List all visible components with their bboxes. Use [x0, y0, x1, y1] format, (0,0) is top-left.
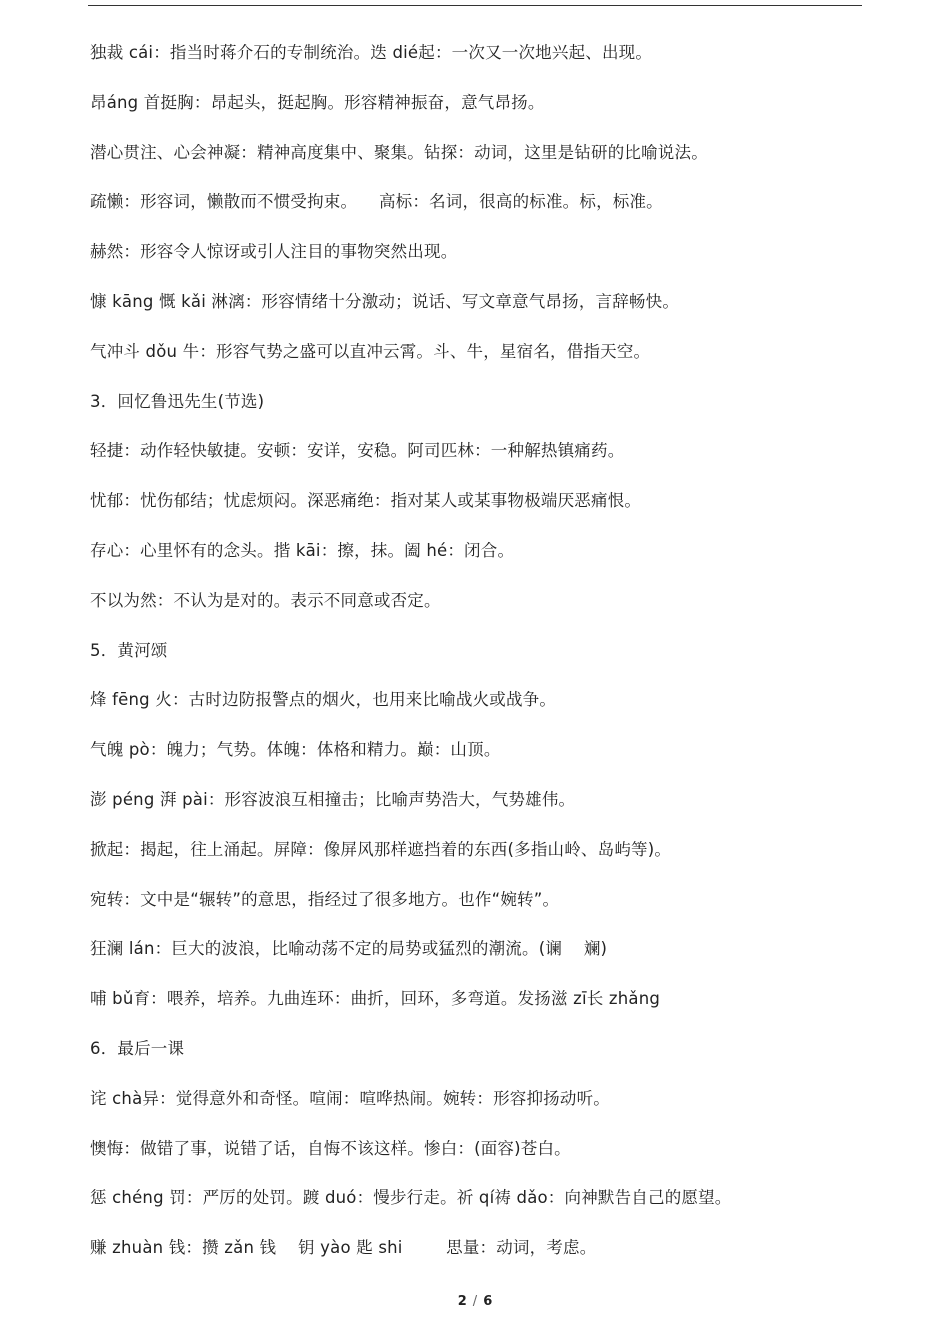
text-line: 昂áng 首挺胸：昂起头，挺起胸。形容精神振奋，意气昂扬。: [90, 92, 545, 112]
text-line: 不以为然：不认为是对的。表示不同意或否定。: [90, 590, 441, 610]
text-line: 慷 kāng 慨 kǎi 淋漓：形容情绪十分激动；说话、写文章意气昂扬，言辞畅快。: [90, 291, 680, 311]
text-line: 掀起：揭起，往上涌起。屏障：像屏风那样遮挡着的东西(多指山岭、岛屿等)。: [90, 839, 672, 859]
document-body: [90, 40, 870, 1285]
text-line: 懊悔：做错了事，说错了话，自悔不该这样。惨白：(面容)苍白。: [90, 1138, 571, 1158]
text-line: 疏懒：形容词，懒散而不惯受拘束。 高标：名词，很高的标准。标，标准。: [90, 192, 663, 212]
text-line: 忧郁：忧伤郁结；忧虑烦闷。深恶痛绝：指对某人或某事物极端厌恶痛恨。: [90, 491, 642, 511]
text-line: 赚 zhuàn 钱：攒 zǎn 钱 钥 yào 匙 shi 思量：动词，考虑。: [90, 1238, 597, 1258]
text-line: 澎 péng 湃 pài：形容波浪互相撞击；比喻声势浩大，气势雄伟。: [90, 789, 576, 809]
text-line: 轻捷：动作轻快敏捷。安顿：安详，安稳。阿司匹林：一种解热镇痛药。: [90, 441, 625, 461]
section-heading: 3．回忆鲁迅先生(节选): [90, 391, 265, 411]
header-rule: [88, 5, 862, 6]
text-line: 哺 bǔ育：喂养，培养。九曲连环：曲折，回环，多弯道。发扬滋 zī长 zhǎng: [90, 989, 661, 1009]
text-line: 惩 chéng 罚：严厉的处罚。踱 duó：慢步行走。祈 qí祷 dǎo：向神默告自己的愿望。: [90, 1188, 732, 1208]
text-line: 赫然：形容令人惊讶或引人注目的事物突然出现。: [90, 242, 458, 262]
text-line: 狂澜 lán：巨大的波浪，比喻动荡不定的局势或猛烈的潮流。(谰 斓): [90, 939, 608, 959]
total-pages: 6: [483, 1294, 493, 1309]
text-line: 存心：心里怀有的念头。揩 kāi：擦，抹。阖 hé：闭合。: [90, 540, 515, 560]
text-line: 独裁 cái：指当时蒋介石的专制统治。迭 dié起：一次又一次地兴起、出现。: [90, 43, 653, 62]
current-page: 2: [457, 1294, 467, 1309]
text-line: 气冲斗 dǒu 牛：形容气势之盛可以直冲云霄。斗、牛，星宿名，借指天空。: [90, 341, 651, 361]
text-line: 诧 chà异：觉得意外和奇怪。喧闹：喧哗热闹。婉转：形容抑扬动听。: [90, 1088, 610, 1108]
section-heading: 5．黄河颂: [90, 640, 168, 660]
page-number: [0, 1294, 950, 1309]
section-heading: 6．最后一课: [90, 1038, 185, 1058]
text-line: 宛转：文中是“辗转”的意思，指经过了很多地方。也作“婉转”。: [90, 889, 560, 909]
text-line: 气魄 pò：魄力；气势。体魄：体格和精力。巅：山顶。: [90, 740, 501, 760]
page-separator: /: [472, 1294, 478, 1309]
text-line: 潜心贯注、心会神凝：精神高度集中、聚集。钻探：动词，这里是钻研的比喻说法。: [90, 142, 708, 162]
text-line: 烽 fēng 火：古时边防报警点的烟火，也用来比喻战火或战争。: [90, 690, 557, 710]
